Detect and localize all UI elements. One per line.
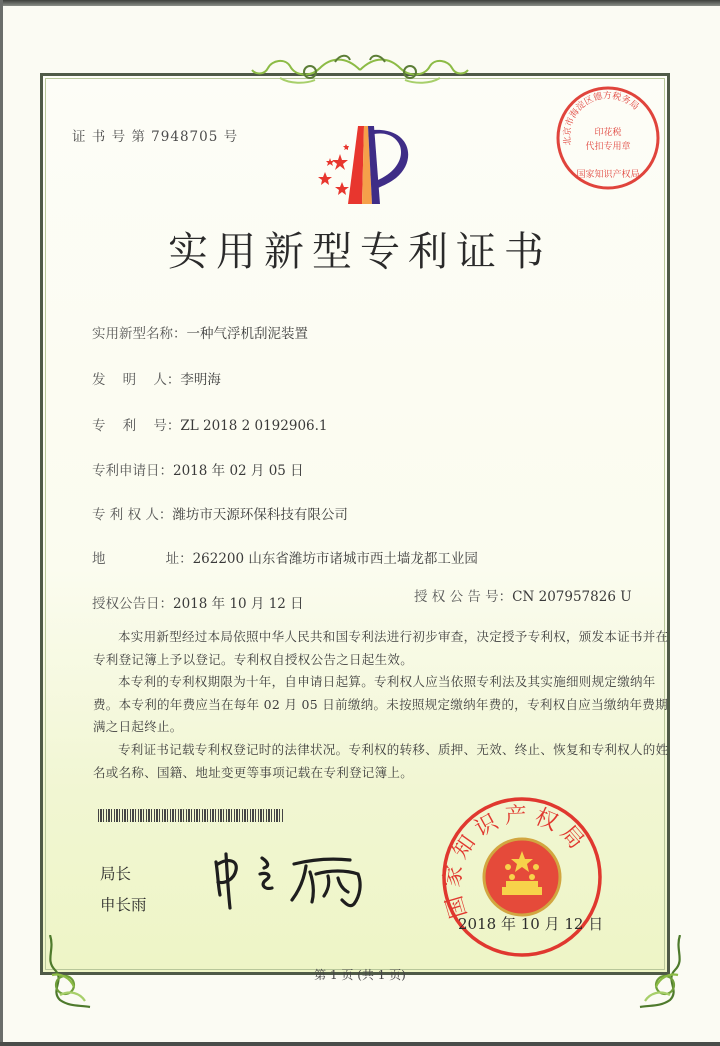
field-value: 2018 年 02 月 05 日 [173,463,304,479]
handwritten-signature-icon [210,850,380,910]
director-name: 申长雨 [100,896,147,914]
barcode [98,809,284,822]
field-label: 授 权 公 告 号： [414,589,513,605]
field-grant-date [92,592,304,612]
certificate-body-text [93,626,677,784]
field-value: 李明海 [180,372,221,388]
svg-text:代扣专用章: 代扣专用章 [585,142,631,152]
field-value: 262200 山东省潍坊市诸城市西土墙龙都工业园 [192,551,478,567]
field-label: 专利申请日： [92,463,173,479]
certificate-number [72,125,238,145]
field-label: 专 利 权 人： [92,507,173,523]
scan-edge-left [0,0,3,1046]
svg-text:国家知识产权局: 国家知识产权局 [576,170,640,180]
field-label: 专 利 号： [92,418,181,434]
certificate-number-label: 证 书 号 第 [72,129,146,145]
national-emblem-seal-icon [440,795,605,960]
director-title: 局长 [100,865,132,883]
field-value: 潍坊市天源环保科技有限公司 [172,507,348,523]
seal-date: 2018 年 10 月 12 日 [458,915,604,933]
field-patent-number [92,414,328,434]
field-utility-model-name [92,322,308,342]
field-label: 实用新型名称： [92,326,187,342]
svg-text:北京市海淀区德方税务局: 北京市海淀区德方税务局 [562,91,641,146]
field-value: ZL 2018 2 0192906.1 [180,418,328,434]
body-paragraph: 本实用新型经过本局依照中华人民共和国专利法进行初步审查，决定授予专利权，颁发本证书并在专利登记簿上予以登记。专利权自授权公告之日起生效。 [93,629,669,667]
page-number: 第 1 页 (共 1 页) [314,968,406,982]
svg-text:印花税: 印花税 [594,128,622,138]
field-application-date [92,459,304,479]
field-value: CN 207957826 U [512,589,632,605]
field-value: 一种气浮机刮泥装置 [186,326,308,342]
field-grant-publication-number [414,585,632,605]
certificate-number-suffix: 号 [223,129,239,145]
field-label: 授权公告日： [92,596,173,612]
field-address [92,547,478,567]
svg-text:国家知识产权局: 国家知识产权局 [440,802,593,921]
body-paragraph: 专利证书记载专利权登记时的法律状况。专利权的转移、质押、无效、终止、恢复和专利权人的姓名或名称、国籍、地址变更等事项记载在专利登记簿上。 [93,741,669,780]
certificate-number-value: 7948705 [151,129,219,145]
field-inventor [92,368,221,388]
field-label: 地 址： [92,551,193,567]
scan-edge-top [0,0,720,6]
body-paragraph: 本专利的专利权期限为十年，自申请日起算。专利权人应当依照专利法及其实施细则规定缴纳年费。本专利的年费应当在每年 02 月 05 日前缴纳。未按照规定缴纳年费的，专利权自应当缴纳年费期满之日起终止。 [93,674,668,735]
field-patentee [92,503,348,523]
sipo-logo-icon [300,120,420,206]
scan-edge-bottom [0,1042,720,1046]
field-label: 发 明 人： [92,372,181,388]
agency-seal-icon [553,83,663,193]
ornament-top-icon [250,50,470,90]
field-value: 2018 年 10 月 12 日 [173,596,304,612]
certificate-title: 实用新型专利证书 [168,229,552,275]
